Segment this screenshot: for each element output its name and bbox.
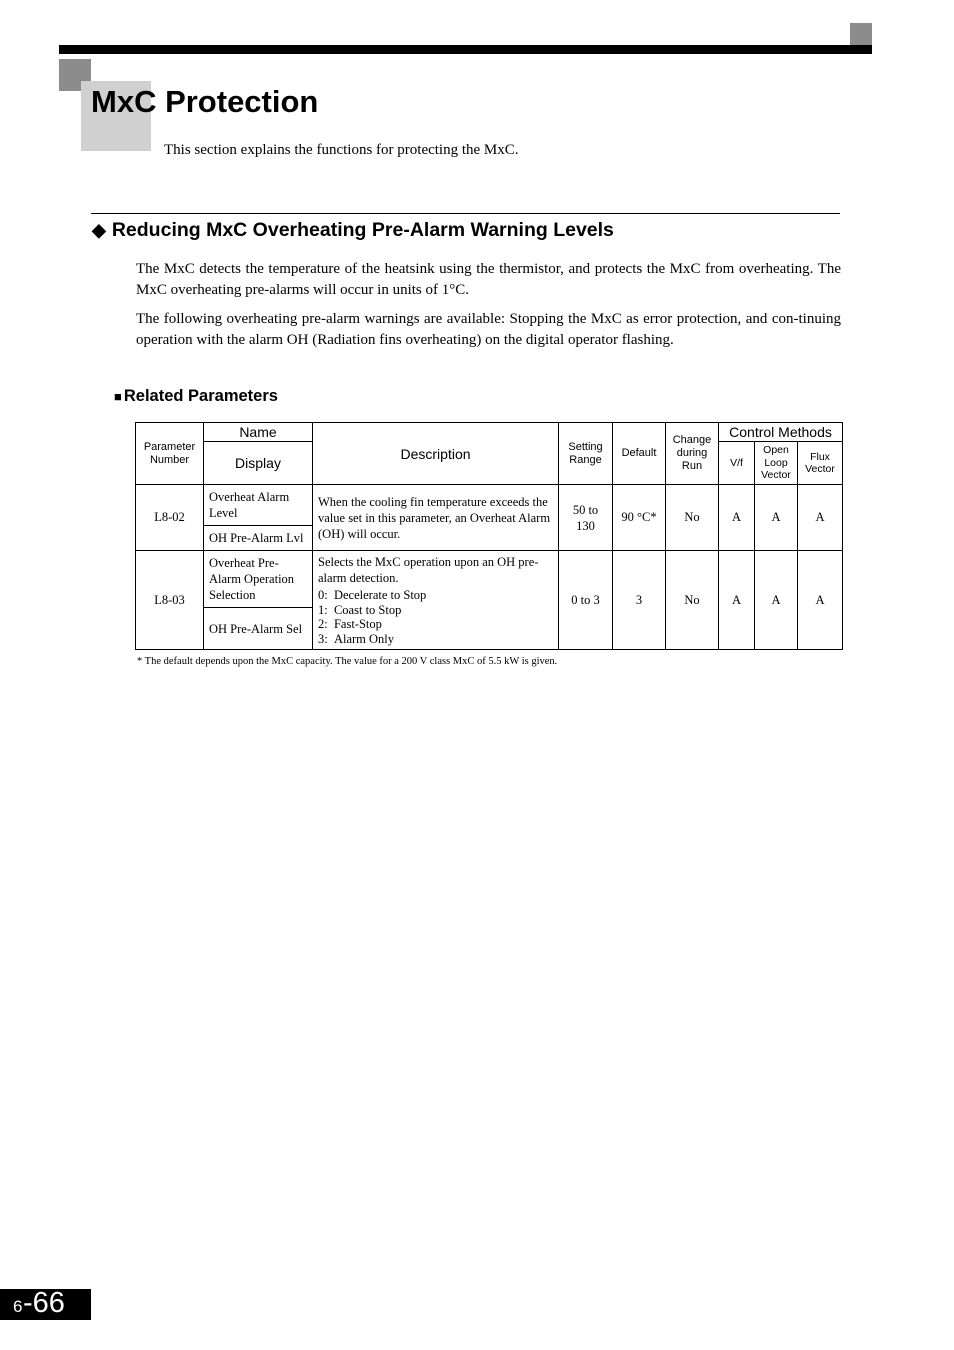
header-rule <box>59 45 872 54</box>
param-number: L8-02 <box>136 485 204 551</box>
header-default: Default <box>613 423 666 485</box>
param-display: OH Pre-Alarm Lvl <box>204 526 313 551</box>
paragraph-heatsink: The MxC detects the temperature of the heatsink using the thermistor, and protects the MxC from overheating. The MxC overheating pre-alarms will occur in units of 1°C. <box>136 261 841 298</box>
param-open-loop-vector: A <box>755 551 798 650</box>
param-description: When the cooling fin temperature exceeds the value set in this parameter, an Overheat Alarm (OH) will occur. <box>313 485 559 551</box>
subheading-text: Related Parameters <box>123 387 278 405</box>
header-display: Display <box>204 442 313 485</box>
diamond-bullet-icon: ◆ <box>92 220 106 240</box>
param-flux-vector: A <box>798 485 843 551</box>
header-setting-range: Setting Range <box>559 423 613 485</box>
section-heading <box>92 217 614 243</box>
header-open-loop-vector: Open Loop Vector <box>755 442 798 485</box>
table-row <box>136 551 843 608</box>
param-default: 90 °C* <box>613 485 666 551</box>
param-open-loop-vector: A <box>755 485 798 551</box>
param-change-during-run: No <box>666 551 719 650</box>
table-footnote: * The default depends upon the MxC capacity. The value for a 200 V class MxC of 5.5 kW is given. <box>137 656 558 667</box>
page-number: -66 <box>23 1287 65 1319</box>
header-corner-tab <box>850 23 872 45</box>
param-default: 3 <box>613 551 666 650</box>
subheading <box>114 385 278 408</box>
param-change-during-run: No <box>666 485 719 551</box>
param-setting-range: 0 to 3 <box>559 551 613 650</box>
header-parameter-number: Parameter Number <box>136 423 204 485</box>
paragraph-prealarm: The following overheating pre-alarm warnings are available: Stopping the MxC as error protection, and con-tinuing operation with the alarm OH (Radiation fins overheating) on the digital operator flashing. <box>136 311 841 348</box>
header-flux-vector: Flux Vector <box>798 442 843 485</box>
header-control-methods: Control Methods <box>719 423 843 442</box>
option-item: 3: Alarm Only <box>318 631 395 646</box>
param-vf: A <box>719 551 755 650</box>
param-number: L8-03 <box>136 551 204 650</box>
option-item: 2: Fast-Stop <box>318 617 382 631</box>
param-name: Overheat Alarm Level <box>204 485 313 526</box>
param-vf: A <box>719 485 755 551</box>
page-title: MxC Protection <box>91 84 319 119</box>
header-change-during-run: Change during Run <box>666 423 719 485</box>
intro-text: This section explains the functions for protecting the MxC. <box>164 142 519 158</box>
param-flux-vector: A <box>798 551 843 650</box>
option-item: 1: Coast to Stop <box>318 602 402 617</box>
param-display: OH Pre-Alarm Sel <box>204 608 313 650</box>
page-number-tab <box>0 1289 91 1320</box>
parameters-table <box>135 422 843 650</box>
section-heading-text: Reducing MxC Overheating Pre-Alarm Warning Levels <box>111 219 614 241</box>
option-item: 0: Decelerate to Stop <box>318 588 427 602</box>
header-description: Description <box>313 423 559 485</box>
param-description-text: Selects the MxC operation upon an OH pre-alarm detection. <box>318 555 539 585</box>
param-name: Overheat Pre-Alarm Operation Selection <box>204 551 313 608</box>
param-setting-range: 50 to 130 <box>559 485 613 551</box>
option-list <box>318 588 553 646</box>
chapter-number: 6 <box>13 1297 23 1316</box>
header-name: Name <box>204 423 313 442</box>
section-divider <box>91 213 840 214</box>
square-bullet-icon: ■ <box>114 389 122 404</box>
param-description <box>313 551 559 650</box>
table-row <box>136 485 843 526</box>
header-vf: V/f <box>719 442 755 485</box>
